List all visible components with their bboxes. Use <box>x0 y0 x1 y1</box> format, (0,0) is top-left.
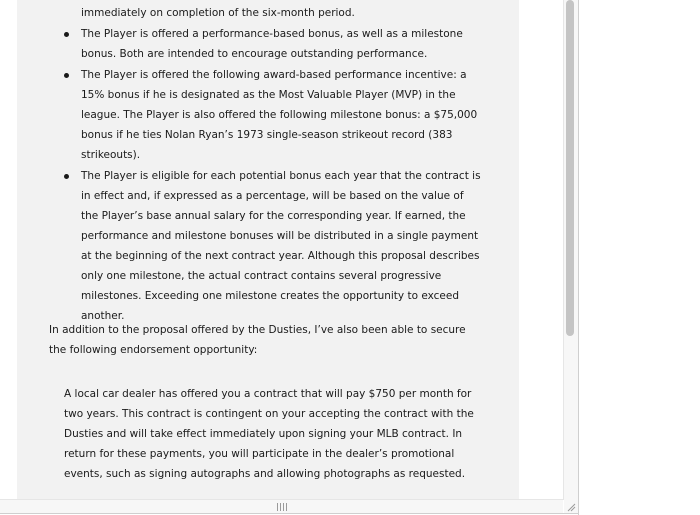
bullet-icon <box>64 73 69 78</box>
endorsement-intro-paragraph: In addition to the proposal offered by the Dusties, I’ve also been able to secure the following endorsement opportunity: <box>49 324 466 356</box>
frame-bottom-edge <box>0 513 579 514</box>
resize-handle-icon[interactable] <box>566 502 576 512</box>
vertical-scrollbar-thumb[interactable] <box>566 0 574 336</box>
list-item <box>81 24 481 64</box>
horizontal-scrollbar-grip-icon[interactable] <box>277 503 289 511</box>
frame-right-edge <box>578 0 579 515</box>
bullet-icon <box>64 174 69 179</box>
bullet-icon <box>64 32 69 37</box>
endorsement-offer-quote: A local car dealer has offered you a contract that will pay $750 per month for two years. This contract is contingent on your accepting the contract with the Dusties and will take effect immediately upon signing your MLB contract. In return for these payments, you will participate in the dealer’s promotional events, such as signing autographs and allowing photographs as requested. <box>64 388 474 480</box>
list-item-text: The Player is offered the following award-based performance incentive: a 15% bonus if he is designated as the Most Valuable Player (MVP) in the league. The Player is also offered the following milestone bonus: a $75,000 bonus if he ties Nolan Ryan’s 1973 single-season strikeout record (383 strikeouts). <box>81 69 478 161</box>
list-item-text: The Player is offered a performance-based bonus, as well as a milestone bonus. Both are intended to encourage outstanding performance. <box>81 28 463 60</box>
list-item <box>81 166 481 326</box>
bullet-list <box>81 24 481 327</box>
continued-text: immediately on completion of the six-month period. <box>81 7 355 19</box>
list-item-text: The Player is eligible for each potential bonus each year that the contract is in effect and, if expressed as a percentage, will be based on the value of the Player’s base annual salary for the corresponding year. If earned, the performance and milestone bonuses will be distributed in a single payment at the beginning of the next contract year. Although this proposal describes only one milestone, the actual contract contains several progressive milestones. Exceeding one milestone creates the opportunity to exceed another. <box>81 170 481 322</box>
list-item <box>81 65 481 165</box>
